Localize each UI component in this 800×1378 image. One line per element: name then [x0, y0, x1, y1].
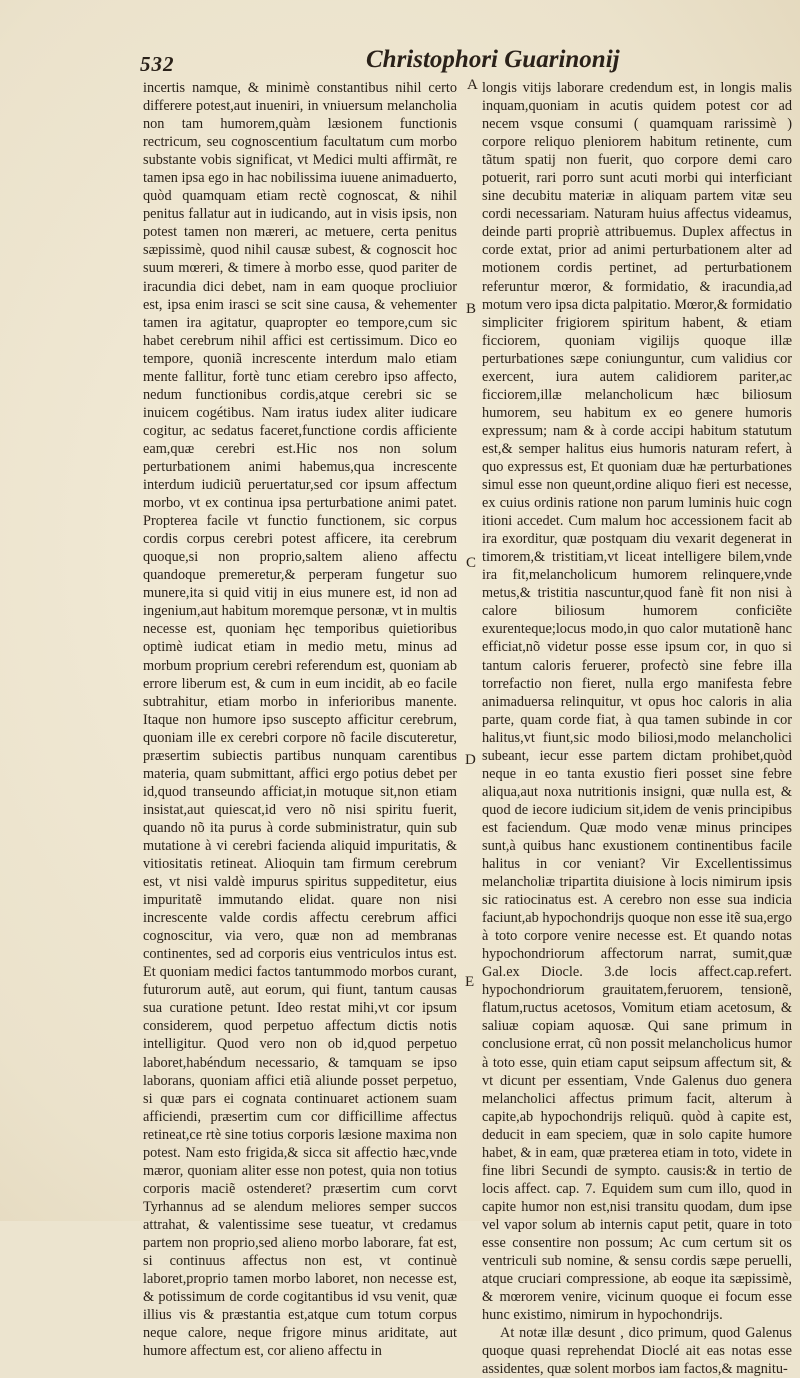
running-head: Christophori Guarinonij [366, 46, 620, 73]
page-number: 532 [140, 52, 175, 76]
left-column-text: incertis namque, & minimè constantibus nihil certo differere potest,aut inueniri, in vniuersum melancholia non tam humorem,quàm læsionem functionis rectricum, seu cognoscentium facultatum cum morbo substante vobis significat, vt Medici multi affirmãt, re tamen ipsa ego in hac nobilissima iuuene animaduerto, quòd quamquam etiam rectè cognoscat, & nihil penitus fallatur aut in iudicando, aut in visis ipsis, non potest tamen non mæreri, ac metuere, certa penitus sæpissimè, quod nihil causæ subest, & cognoscit hoc suum mœreri, & timere à morbo esse, quod pariter de iracundia dici debet, nam in eam quoque procliuior est, ipsa enim irasci se scit sine causa, & vehementer tamen ira agitatur, quapropter eo tempore,cum sic habet cerebrum nihil affici est certissimum. Dico eo tempore, quoniã increscente interdum malo etiam mente fallitur, fortè tunc etiam cerebro ipso affecto, nedum functionibus cordis,atque cerebri sic se inuicem cogétibus. Nam iratus iudex aliter iudicare cogitur, ac sedatus faceret,functione cordis afficiente eam,quæ cerebri est.Hic nos non solum perturbationem animi habemus,qua increscente interdum iudiciũ peruertatur,sed cor ipsum affectum morbo, vt ex continua ipsa perturbatione animi patet. Propterea facile vt functio functionem, sic corpus cordis corpus cerebri potest afficere, ita cerebrum quoque,si non proprio,saltem alieno affectu quandoque premeretur,& perperam fungetur suo munere,ita si quid vitij in eius munere est, id non ad ingenium,aut habitum moremque personæ, vt in multis necesse est, quoniam hęc temporibus quietioribus optimè iudicat etiam in medio metu, minus ad morbum proprium cerebri referendum est, quoniam ab errore liberum est, & cum in eum incidit, ab eo facile subtrahitur, etiam morbo in inferioribus manente. Itaque non humore ipso suscepto afficitur cerebrum, quoniam ille ex cerebri corpore nõ facile discuteretur, præsertim subiectis partibus nunquam carentibus materia, quam submittant, affici ergo potius debet per id,quod transeundo afficiat,in motuque sit,non etiam insistat,aut quiescat,id vero nõ nisi spiritu fuerit, quando nõ ita purus à corde subministratur, quin sub mutatione à vi cerebri facienda aliquid impuritatis, & vitiositatis retineat. Alioquin tam firmum cerebrum est, vt nisi valdè impurus spiritus suppeditetur, eius impuritatẽ immutando elidat. quare non nisi increscente valde cordis affectu cerebrum affici cognoscitur, via vero, quæ non ad membranas continentes, sed ad corporis eius ventriculos intus est. Et quoniam medici factos tantummodo morbos curant, futurorum autẽ, aut eorum, qui fiunt, tantum causas sua curatione petunt. Ideo restat mihi,vt cor ipsum considerem, quod perpetuo affectum dictis notis intelligitur. Quod vero non ob id,quod perpetuo laboret,habéndum necessario, & tamquam se ipso laborans, quoniam affici etiã aliunde posset perpetuo, si quæ pars ei cognata continuaret actionem suam afficiendi, præsertim cum cor difficillime affectus retineat,ce rtè sine totius corporis læsione maxima non potest. Nam esto frigida,& sicca sit affectio hæc,vnde mæror, quoniam aliter esse non potest, quia non totius corporis maciẽ ostenderet? præsertim cum corvt Tyrhannus ad se alendum meliores semper succos attrahat, & valentissime sese tueatur, vt credamus partem non proprio,sed alieno morbo laborare, fat est, si continuus affectus non est, vt continuè laboret,proprio tamen morbo laboret, non necesse est, & potissimum de corde cogitantibus id vsu venit, quæ illius vis & præstantia est,atque cum totum corpus neque calore, neque frigore minus ariditate, aut humore affectum est, cor alieno affectu in [143, 80, 457, 1360]
page-header [116, 46, 760, 80]
margin-marker-c: C [466, 555, 477, 571]
left-column [143, 79, 457, 1360]
margin-marker-d: D [465, 752, 476, 768]
right-column [482, 79, 792, 1378]
right-column-paragraph-1: longis vitijs laborare credendum est, in longis malis inquam,quoniam in acutis quidem potest cor ad necem vsque consumi ( quamquam rarissimè ) corpore reliquo pleniorem habitum retinente, cum tãtum spatij non fuerit, quo corpore demi caro potuerit, rari porro sunt acuti morbi qui interficiant sine decubitu materiæ in aliquam partem vitæ seu cordi necessariam. Naturam huius affectus videamus, deinde parti propriè attribuemus. Duplex affectus in corde extat, prior ad animi perturbationem alter ad motionem cordis pertinet, ad perturbationem referuntur mœror, & formidatio, & iracundia,ad motum vero ipsa dicta palpitatio. Mœror,& formidatio simpliciter frigiorem spiritum habent, & etiam ficciorem, quoniam vigilijs quoque illæ perturbationes sæpe coniunguntur, cum validius cor exercent, iura autem calidiorem pariter,ac ficciorem,illæ melancholicum hæc biliosum humorem, seu habitum ex eo genere humoris expressum; nam & à corde accipi habitum statutum est,& semper halitus eius humoris naturam refert, à quo expressus est, Et quoniam duæ hæ perturbationes simul esse non queunt,ordine aliquo fieri est necesse, ex cuius ordinis ratione non parum luminis huic cogn itioni accedet. Cum malum hoc accessionem facit ab ira exorditur, quæ postquam diu vexarit degenerat in timorem,& tristitiam,vt liceat intelligere bilem,vnde ira fit,melancholicum humorem relinquere,vnde metus,& tristitia nascuntur,quod fanè fit non nisi à calore biliosum humorem conficiẽte exurenteque;locus modo,in quo calor mutationẽ hanc efficiat,nõ videtur posse esse ipsum cor, in quo si tantum caloris feruerer, profectò sine febre illa torrefactio non fieret, nulla ergo manifesta febre animaduersa relinquitur, vt opus hoc caloris in alia parte, quam corde fiat, à qua tamen subinde in cor halitus,vt fiunt,sic modo biliosi,modo melancholici subeant, iecur esse partem dictam prohibet,quòd neque in eo tanta exustio fieri posset sine febre aliqua,aut noxa nutritionis insigni, quæ nulla est, & quod de iecore iudicium sit,idem de venis principibus est faciendum. Quæ modo venæ minus principes sunt,à quibus hanc exustionem continentibus facile halitus in cor veniant? Vir Excellentissimus melancholiæ tripartita diuisione à locis nimirum ipsis sic ratiocinatus est. A cerebro non esse sua indicia faciunt,ab hypochondrijs quoque non esse itẽ sua,ergo à toto corpore venire necesse est. Et quando notas hypochondriorum affectorum narrat, sumit,quæ Gal.ex Diocle. 3.de locis affect.cap.refert. hypochondriorum grauitatem,feruorem, tensionẽ, flatum,ructus acetosos, Vomitum etiam acetosum, & saliuæ copiam aquosæ. Qui sane primum in conclusione errat, cũ non possit melancholicus humor à toto esse, quin etiam caput seipsum affectum sit, & vt dicunt per essentiam, Vnde Galenus duo genera melancholici affectus primum facit, alterum à capite,ab hypochondrijs reliquũ. quòd à capite est, deducit in eam speciem, quæ in solo capite humore habet, & in eam, quæ præterea etiam in toto, videte in fine libri Secundi de sympto. causis:& in tertio de locis affect. cap. 7. Equidem sum cum illo, quod in capite humor non est,nisi transitu quodam, dum ipse vel vapor solum ab internis caput petit, quare in toto esse consentire non possum; Ac cum certum sit os ventriculi sub nomine, & sensu cordis sæpe peruelli, atque cruciari compressione, ab eoque ita sæpissimè, & mœrorem venire, vicinum quoque ei focum esse hunc existimo, nimirum in hypochondrijs. [482, 80, 792, 1324]
margin-marker-b: B [466, 301, 477, 317]
margin-marker-a: A [467, 77, 478, 93]
margin-marker-e: E [465, 974, 475, 990]
right-column-paragraph-2: At notæ illæ desunt , dico primum, quod Galenus quoque quasi reprehendat Dioclé ait eas notas esse assidentes, quæ solent morbos iam factos,& magnitu- [482, 1325, 792, 1378]
